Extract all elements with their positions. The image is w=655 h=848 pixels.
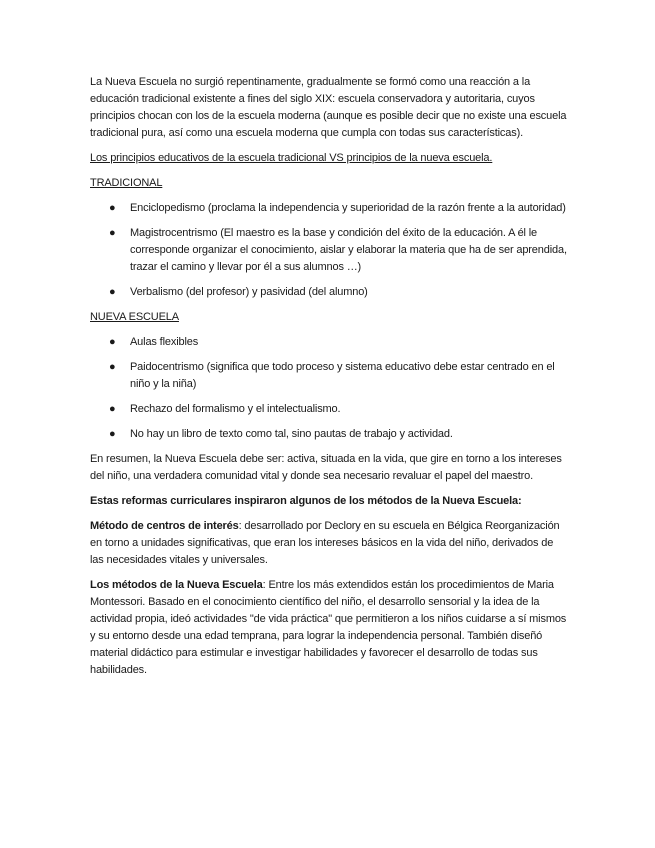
summary-paragraph: En resumen, la Nueva Escuela debe ser: activa, situada en la vida, que gire en torno a los intereses del niño, una verdadera comunidad vital y donde sea necesario revaluar el papel del maestro. — [90, 453, 562, 482]
bullet-icon: ● — [109, 336, 116, 348]
bullet-icon: ● — [109, 428, 116, 440]
intro-paragraph: La Nueva Escuela no surgió repentinamente, gradualmente se formó como una reacción a la educación tradicional existente a fines del siglo XIX: escuela conservadora y autoritaria, cuyos principios chocan con los de la escuela moderna (aunque es posible decir que no existe una escuela tradicional pura, así como una escuela moderna que cumpla con todas sus características). — [90, 76, 567, 139]
principles-heading: Los principios educativos de la escuela tradicional VS principios de la nueva escuela. — [90, 152, 493, 164]
methods-text: : Entre los más extendidos están los procedimientos de Maria Montessori. Basado en el conocimiento científico del niño, el desarrollo sensorial y la idea de la actividad propia, ideó actividades "de vida práctica" que permitieron a los niños cuidarse a sí mismos y su entorno desde una edad temprana, para lograr la independencia personal. También diseñó material didáctico para estimular e investigar habilidades y favorecer el desarrollo de todas sus habilidades. — [90, 579, 567, 676]
list-item: ● Rechazo del formalismo y el intelectualismo. — [90, 401, 567, 418]
bullet-icon: ● — [109, 202, 116, 214]
reforms-heading: Estas reformas curriculares inspiraron algunos de los métodos de la Nueva Escuela: — [90, 495, 522, 507]
bullet-icon: ● — [109, 227, 116, 239]
centers-method-label: Método de centros de interés — [90, 520, 239, 532]
methods-paragraph — [90, 577, 567, 679]
bullet-icon: ● — [109, 286, 116, 298]
methods-label: Los métodos de la Nueva Escuela — [90, 579, 263, 591]
bullet-icon: ● — [109, 403, 116, 415]
new-school-heading: NUEVA ESCUELA — [90, 311, 179, 323]
list-item: ● Aulas flexibles — [90, 334, 567, 351]
traditional-list — [90, 200, 567, 301]
list-item: ● Verbalismo (del profesor) y pasividad (del alumno) — [90, 284, 567, 301]
traditional-heading: TRADICIONAL — [90, 177, 163, 189]
list-item: ● Magistrocentrismo (El maestro es la base y condición del éxito de la educación. A él le corresponde organizar el conocimiento, aislar y elaborar la materia que ha de ser aprendida, trazar el camino y llevar por él a sus alumnos …) — [109, 227, 567, 273]
centers-method-text: : desarrollado por Declory en su escuela en Bélgica Reorganización en torno a unidades significativas, que eran los intereses básicos en la vida del niño, derivados de las necesidades vitales y universales. — [90, 520, 560, 566]
list-item: ● Enciclopedismo (proclama la independencia y superioridad de la razón frente a la autoridad) — [90, 200, 567, 217]
list-item: ● Paidocentrismo (significa que todo proceso y sistema educativo debe estar centrado en el niño y la niña) — [109, 361, 555, 390]
bullet-icon: ● — [109, 361, 116, 373]
list-item: ● No hay un libro de texto como tal, sino pautas de trabajo y actividad. — [90, 426, 567, 443]
new-school-list — [90, 334, 567, 443]
centers-method-paragraph — [90, 518, 567, 569]
